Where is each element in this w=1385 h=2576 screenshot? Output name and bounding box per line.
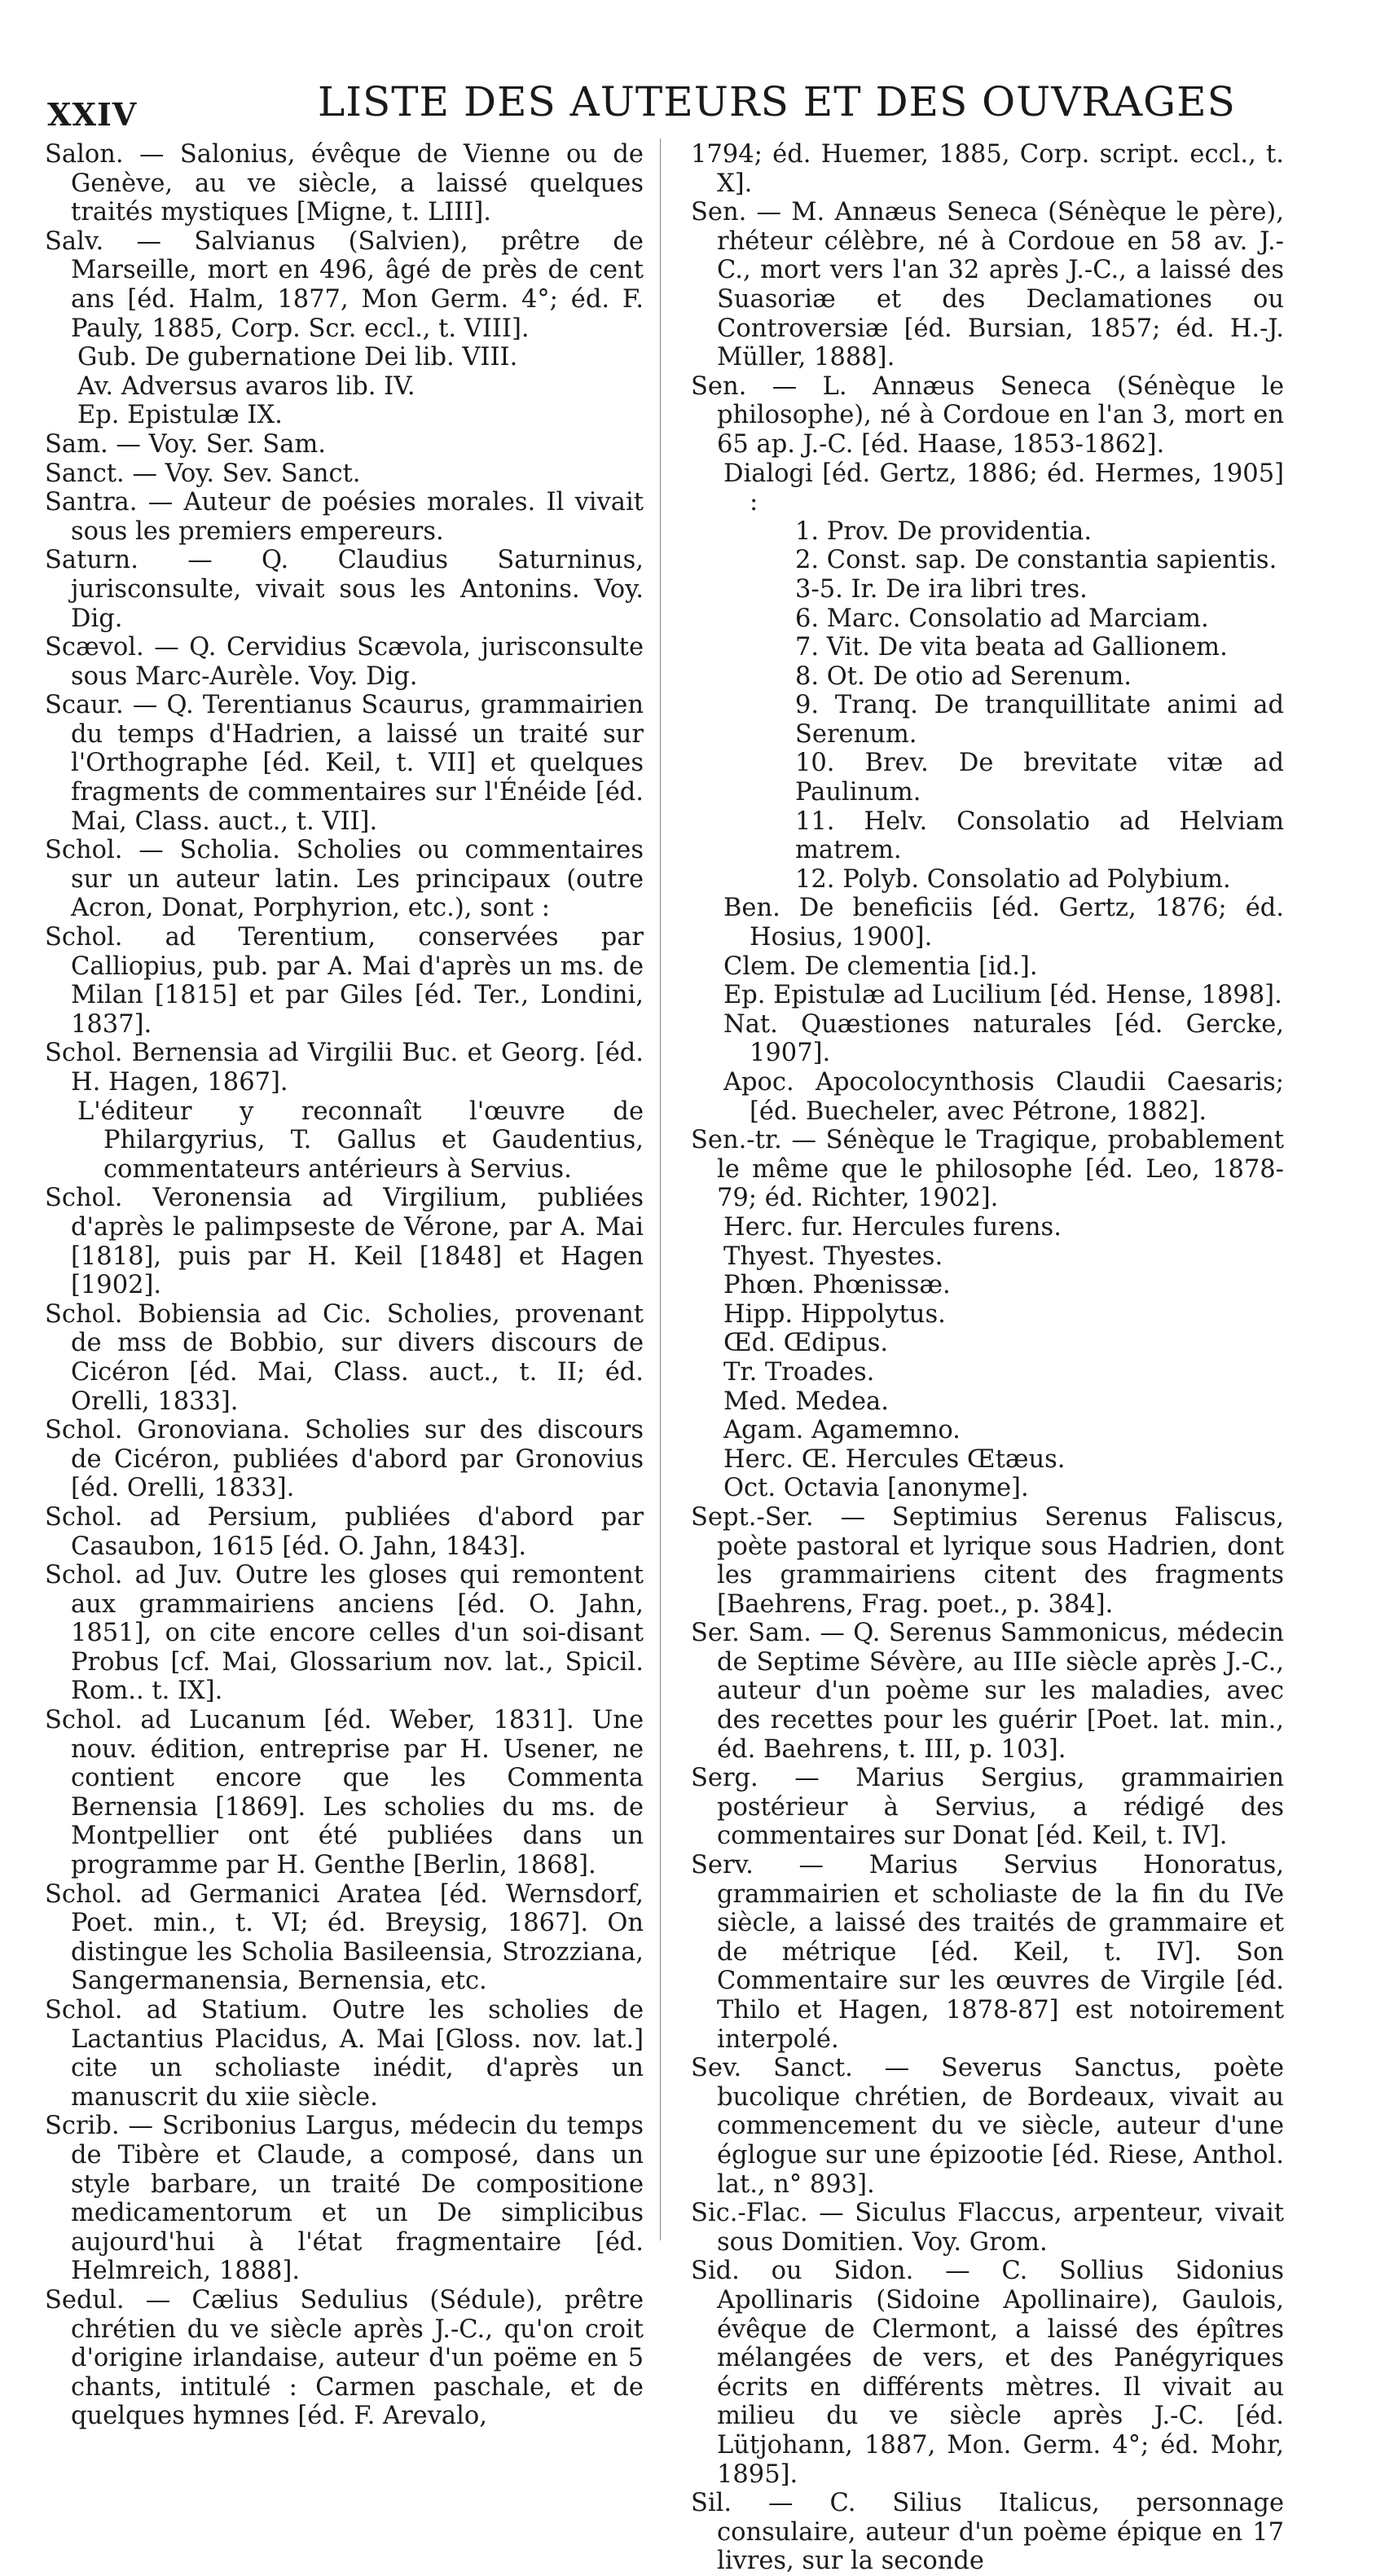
work-entry: L'éditeur y reconnaît l'œuvre de Philargyrius, T. Gallus et Gaudentius, commentateurs antérieurs à Servius. [77, 1097, 644, 1184]
author-entry: Scaur. — Q. Terentianus Scaurus, grammairien du temps d'Hadrien, a laissé un traité sur l'Orthographe [éd. Keil, t. VII] et quelques fragments de commentaires sur l'Énéide [éd. Mai, Class. auct., t. VII]. [45, 691, 644, 836]
work-entry: 8. Ot. De otio ad Serenum. [795, 662, 1132, 691]
work-entry: Ep. Epistulæ ad Lucilium [éd. Hense, 1898]. [723, 981, 1282, 1010]
author-entry: Saturn. — Q. Claudius Saturninus, jurisconsulte, vivait sous les Antonins. Voy. Dig. [45, 546, 644, 633]
left-column [45, 140, 644, 2431]
author-entry: Schol. ad Terentium, conservées par Calliopius, pub. par A. Mai d'après un ms. de Milan [1815] et par Giles [éd. Ter., Londini, 1837]. [45, 923, 644, 1039]
work-entry: 2. Const. sap. De constantia sapientis. [795, 546, 1277, 575]
author-entry: Sen. — M. Annæus Seneca (Sénèque le père), rhéteur célèbre, né à Cordoue en 58 av. J.-C., mort vers l'an 32 après J.-C., a laissé des Suasoriæ et des Declamationes ou Controversiæ [éd. Bursian, 1857; éd. H.-J. Müller, 1888]. [691, 198, 1284, 372]
author-entry: Sev. Sanct. — Severus Sanctus, poète bucolique chrétien, de Bordeaux, vivait au commencement du ve siècle, auteur d'une églogue sur une épizootie [éd. Riese, Anthol. lat., n° 893]. [691, 2054, 1284, 2199]
page-number: XXIV [47, 96, 138, 133]
author-entry: Sen.-tr. — Sénèque le Tragique, probablement le même que le philosophe [éd. Leo, 1878-79; éd. Richter, 1902]. [691, 1126, 1284, 1213]
work-entry: Ben. De beneficiis [éd. Gertz, 1876; éd. Hosius, 1900]. [723, 894, 1284, 952]
author-entry: Sam. — Voy. Ser. Sam. [45, 429, 327, 459]
work-entry: Œd. Œdipus. [723, 1329, 889, 1358]
author-entry: Schol. Veronensia ad Virgilium, publiées d'après le palimpseste de Vérone, par A. Mai [1818], puis par H. Keil [1848] et Hagen [1902]. [45, 1184, 644, 1300]
author-entry: Santra. — Auteur de poésies morales. Il vivait sous les premiers empereurs. [45, 488, 644, 546]
work-entry: 10. Brev. De brevitate vitæ ad Paulinum. [795, 749, 1284, 807]
author-entry: Schol. — Scholia. Scholies ou commentaires sur un auteur latin. Les principaux (outre Acron, Donat, Porphyrion, etc.), sont : [45, 836, 644, 923]
work-entry: Med. Medea. [723, 1387, 889, 1416]
author-entry: Sil. — C. Silius Italicus, personnage consulaire, auteur d'un poème épique en 17 livres, sur la seconde [691, 2489, 1284, 2576]
author-entry: Ser. Sam. — Q. Serenus Sammonicus, médecin de Septime Sévère, au IIIe siècle après J.-C., auteur d'un poème sur les maladies, avec des recettes pour les guérir [Poet. lat. min., éd. Baehrens, t. III, p. 103]. [691, 1619, 1284, 1764]
author-entry: Schol. ad Lucanum [éd. Weber, 1831]. Une nouv. édition, entreprise par H. Usener, ne contient encore que les Commenta Bernensia [1869]. Les scholies du ms. de Montpellier ont été publiées dans un programme par H. Genthe [Berlin, 1868]. [45, 1706, 644, 1880]
work-entry: 7. Vit. De vita beata ad Gallionem. [795, 633, 1228, 662]
page-title: LISTE DES AUTEURS ET DES OUVRAGES [318, 78, 1236, 125]
work-entry: Dialogi [éd. Gertz, 1886; éd. Hermes, 1905] : [723, 459, 1284, 517]
author-entry: Scrib. — Scribonius Largus, médecin du temps de Tibère et Claude, a composé, dans un style barbare, un traité De compositione medicamentorum et un De simplicibus aujourd'hui à l'état fragmentaire [éd. Helmreich, 1888]. [45, 2112, 644, 2286]
work-entry: Herc. fur. Hercules furens. [723, 1212, 1062, 1242]
work-entry: Thyest. Thyestes. [723, 1242, 943, 1271]
work-entry: 3-5. Ir. De ira libri tres. [795, 574, 1088, 604]
author-entry: Schol. Gronoviana. Scholies sur des discours de Cicéron, publiées d'abord par Gronovius [éd. Orelli, 1833]. [45, 1416, 644, 1503]
author-entry: Schol. Bobiensia ad Cic. Scholies, provenant de mss de Bobbio, sur divers discours de Cicéron [éd. Mai, Class. auct., t. II; éd. Orelli, 1833]. [45, 1299, 644, 1416]
author-entry: Salv. — Salvianus (Salvien), prêtre de Marseille, mort en 496, âgé de près de cent ans [éd. Halm, 1877, Mon Germ. 4°; éd. F. Pauly, 1885, Corp. Scr. eccl., t. VIII]. [45, 226, 644, 343]
author-entry: Scævol. — Q. Cervidius Scævola, jurisconsulte sous Marc-Aurèle. Voy. Dig. [45, 633, 644, 691]
author-entry: Schol. Bernensia ad Virgilii Buc. et Georg. [éd. H. Hagen, 1867]. [45, 1039, 644, 1097]
work-entry: Oct. Octavia [anonyme]. [723, 1474, 1029, 1503]
work-entry: 12. Polyb. Consolatio ad Polybium. [795, 864, 1231, 894]
work-entry: 11. Helv. Consolatio ad Helviam matrem. [795, 807, 1284, 865]
column-divider [660, 138, 661, 2240]
entry-continuation: 1794; éd. Huemer, 1885, Corp. script. eccl., t. X]. [691, 140, 1284, 198]
work-entry: Hipp. Hippolytus. [723, 1299, 946, 1329]
author-entry: Serv. — Marius Servius Honoratus, grammairien et scholiaste de la fin du IVe siècle, a laissé des traités de grammaire et de métrique [éd. Keil, t. IV]. Son Commentaire sur les œuvres de Virgile [éd. Thilo et Hagen, 1878-87] est notoirement interpolé. [691, 1851, 1284, 2054]
author-entry: Schol. ad Statium. Outre les scholies de Lactantius Placidus, A. Mai [Gloss. nov. lat.] cite un scholiaste inédit, d'après un manuscrit du xiie siècle. [45, 1996, 644, 2112]
work-entry: Agam. Agamemno. [723, 1416, 961, 1445]
author-entry: Schol. ad Germanici Aratea [éd. Wernsdorf, Poet. min., t. VI; éd. Breysig, 1867]. On distingue les Scholia Basileensia, Strozziana, Sangermanensia, Bernensia, etc. [45, 1879, 644, 1996]
author-entry: Serg. — Marius Sergius, grammairien postérieur à Servius, a rédigé des commentaires sur Donat [éd. Keil, t. IV]. [691, 1764, 1284, 1851]
work-entry: Gub. De gubernatione Dei lib. VIII. [77, 343, 518, 372]
author-entry: Sept.-Ser. — Septimius Serenus Faliscus, poète pastoral et lyrique sous Hadrien, dont les grammairiens citent des fragments [Baehrens, Frag. poet., p. 384]. [691, 1502, 1284, 1619]
work-entry: Clem. De clementia [id.]. [723, 952, 1038, 981]
author-entry: Sanct. — Voy. Sev. Sanct. [45, 459, 361, 488]
work-entry: 1. Prov. De providentia. [795, 517, 1093, 546]
work-entry: Av. Adversus avaros lib. IV. [77, 371, 416, 401]
author-entry: Sid. ou Sidon. — C. Sollius Sidonius Apollinaris (Sidoine Apollinaire), Gaulois, évêque de Clermont, a laissé des épîtres mélangées de vers, et des Panégyriques écrits en différents mètres. Il vivait au milieu du ve siècle après J.-C. [éd. Lütjohann, 1887, Mon. Germ. 4°; éd. Mohr, 1895]. [691, 2257, 1284, 2489]
author-entry: Sedul. — Cælius Sedulius (Sédule), prêtre chrétien du ve siècle après J.-C., qu'on croit d'origine irlandaise, auteur d'un poëme en 5 chants, intitulé : Carmen paschale, et de quelques hymnes [éd. F. Arevalo, [45, 2285, 644, 2431]
author-entry: Sen. — L. Annæus Seneca (Sénèque le philosophe), né à Cordoue en l'an 3, mort en 65 ap. J.-C. [éd. Haase, 1853-1862]. [691, 371, 1284, 459]
work-entry: 9. Tranq. De tranquillitate animi ad Serenum. [795, 691, 1284, 749]
work-entry: Tr. Troades. [723, 1357, 875, 1387]
work-entry: 6. Marc. Consolatio ad Marciam. [795, 604, 1209, 633]
author-entry: Schol. ad Juv. Outre les gloses qui remontent aux grammairiens anciens [éd. O. Jahn, 1851], on cite encore celles d'un soi-disant Probus [cf. Mai, Glossarium nov. lat., Spicil. Rom.. t. IX]. [45, 1561, 644, 1706]
work-entry: Nat. Quæstiones naturales [éd. Gercke, 1907]. [723, 1009, 1284, 1068]
author-entry: Sic.-Flac. — Siculus Flaccus, arpenteur, vivait sous Domitien. Voy. Grom. [691, 2199, 1284, 2257]
work-entry: Apoc. Apocolocynthosis Claudii Caesaris; [éd. Buecheler, avec Pétrone, 1882]. [723, 1068, 1284, 1126]
right-column [691, 140, 1284, 2576]
work-entry: Phœn. Phœnissæ. [723, 1271, 951, 1300]
work-entry: Ep. Epistulæ IX. [77, 401, 283, 430]
author-entry: Salon. — Salonius, évêque de Vienne ou de Genève, au ve siècle, a laissé quelques traités mystiques [Migne, t. LIII]. [45, 140, 644, 227]
work-entry: Herc. Œ. Hercules Œtæus. [723, 1444, 1066, 1474]
author-entry: Schol. ad Persium, publiées d'abord par Casaubon, 1615 [éd. O. Jahn, 1843]. [45, 1502, 644, 1561]
